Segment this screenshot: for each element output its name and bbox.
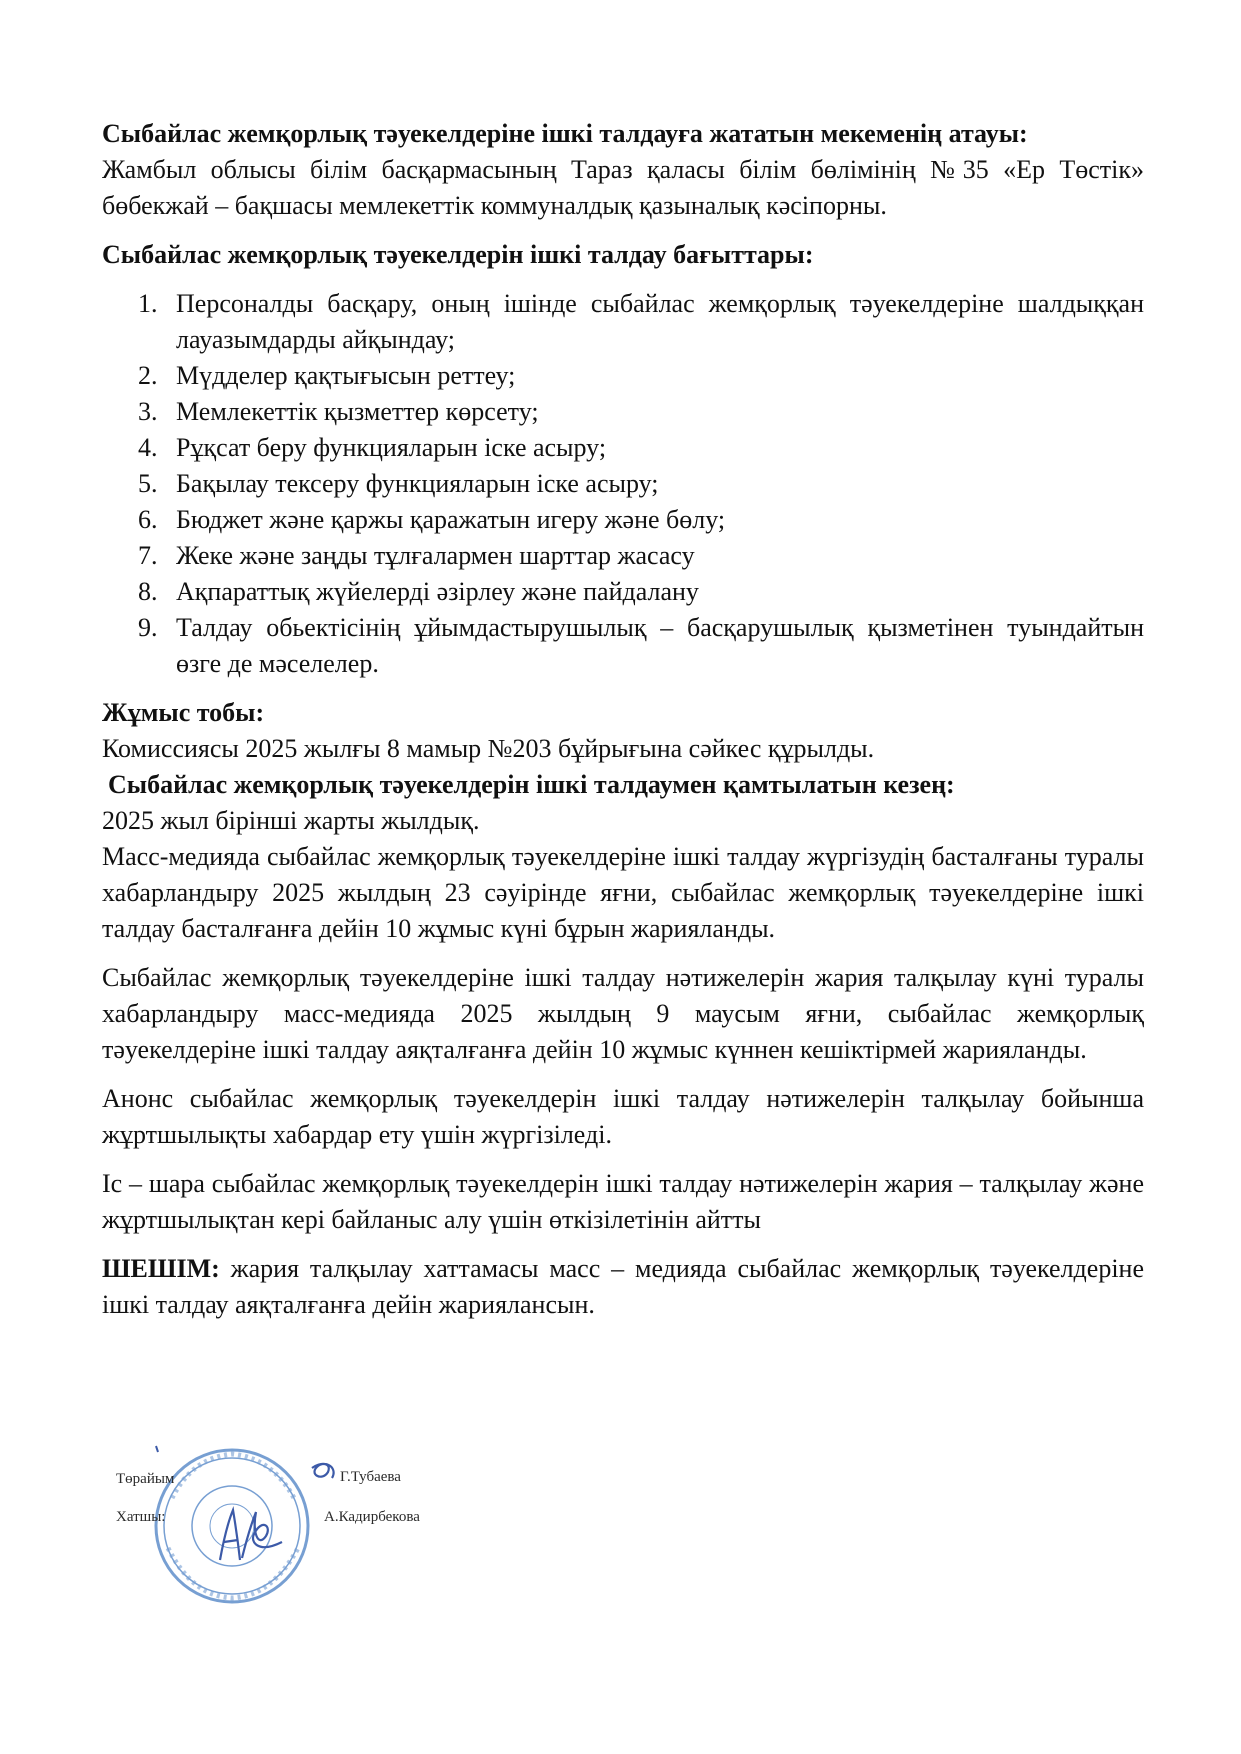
media-paragraph: Масс-медияда сыбайлас жемқорлық тәуекелдеріне ішкі талдау жүргізудің басталғаны туралы хабарландыру 2025 жылдың 23 сәуірінде яғни, сыбайлас жемқорлық тәуекелдеріне ішкі талдау басталғанға дейін 10 жұмыс күні бұрын жарияланды.	[102, 842, 1144, 943]
list-item-number: 4.	[138, 433, 158, 462]
period-text: 2025 жыл бірінші жарты жылдық.	[102, 806, 480, 835]
list-item-text: Ақпараттық жүйелерді әзірлеу және пайдалану	[176, 577, 699, 606]
decision-label: ШЕШІМ:	[102, 1254, 220, 1283]
list-item	[102, 286, 1144, 358]
signature-block	[102, 1432, 512, 1610]
list-item	[102, 574, 1144, 610]
period-heading: Сыбайлас жемқорлық тәуекелдерін ішкі талдаумен қамтылатын кезең:	[108, 770, 955, 799]
results-paragraph: Сыбайлас жемқорлық тәуекелдеріне ішкі талдау нәтижелерін жария талқылау күні туралы хабарландыру масс-медияда 2025 жылдың 9 маусым яғни, сыбайлас жемқорлық тәуекелдеріне ішкі талдау аяқталғанға дейін 10 жұмыс күннен кешіктірмей жарияланды.	[102, 963, 1144, 1064]
list-item-text: Рұқсат беру функцияларын іске асыру;	[176, 433, 607, 462]
document-body	[102, 116, 1144, 1323]
list-item-number: 3.	[138, 397, 158, 426]
list-item-text: Мүдделер қақтығысын реттеу;	[176, 361, 516, 390]
list-item-number: 9.	[138, 613, 158, 642]
secretary-label: Хатшы:	[116, 1509, 166, 1525]
list-item	[102, 358, 1144, 394]
list-item-number: 1.	[138, 289, 158, 318]
list-item-text: Мемлекеттік қызметтер көрсету;	[176, 397, 539, 426]
list-item	[102, 430, 1144, 466]
list-item-number: 7.	[138, 541, 158, 570]
chair-label: Төрайым	[116, 1471, 175, 1487]
list-item	[102, 502, 1144, 538]
chair-name: Г.Тубаева	[340, 1469, 401, 1485]
list-item-number: 5.	[138, 469, 158, 498]
list-item	[102, 538, 1144, 574]
org-name: Жамбыл облысы білім басқармасының Тараз қаласы білім бөлімінің №35 «Ер Төстік» бөбекжай – бақшасы мемлекеттік коммуналдық қазыналық кәсіпорны.	[102, 155, 1144, 220]
announce-paragraph: Анонс сыбайлас жемқорлық тәуекелдерін ішкі талдау нәтижелерін талқылау бойынша жұртшылықты хабардар ету үшін жүргізіледі.	[102, 1084, 1144, 1149]
secretary-name: А.Кадирбекова	[324, 1509, 420, 1525]
list-item-text: Талдау обьектісінің ұйымдастырушылық – басқарушылық қызметінен туындайтын өзге де мәселелер.	[176, 613, 1144, 678]
list-item-number: 8.	[138, 577, 158, 606]
list-item	[102, 610, 1144, 682]
list-item-number: 6.	[138, 505, 158, 534]
workgroup-heading: Жұмыс тобы:	[102, 698, 265, 727]
list-item-number: 2.	[138, 361, 158, 390]
list-item	[102, 466, 1144, 502]
list-item-text: Персоналды басқару, оның ішінде сыбайлас жемқорлық тәуекелдеріне шалдыққан лауазымдарды айқындау;	[176, 289, 1144, 354]
event-paragraph: Іс – шара сыбайлас жемқорлық тәуекелдерін ішкі талдау нәтижелерін жария – талқылау және жұртшылықтан кері байланыс алу үшін өткізілетінін айтты	[102, 1169, 1144, 1234]
list-item-text: Бюджет және қаржы қаражатын игеру және бөлу;	[176, 505, 726, 534]
workgroup-text: Комиссиясы 2025 жылғы 8 мамыр №203 бұйрығына сәйкес құрылды.	[102, 734, 875, 763]
list-item	[102, 394, 1144, 430]
list-item-text: Бақылау тексеру функцияларын іске асыру;	[176, 469, 659, 498]
list-item-text: Жеке және заңды тұлғалармен шарттар жасасу	[176, 541, 695, 570]
decision-paragraph	[102, 1251, 1144, 1323]
decision-text: жария талқылау хаттамасы масс – медияда сыбайлас жемқорлық тәуекелдеріне ішкі талдау аяқталғанға дейін жариялансын.	[102, 1254, 1144, 1319]
org-heading: Сыбайлас жемқорлық тәуекелдеріне ішкі талдауға жататын мекеменің атауы:	[102, 119, 1028, 148]
directions-list	[102, 286, 1144, 682]
directions-heading: Сыбайлас жемқорлық тәуекелдерін ішкі талдау бағыттары:	[102, 240, 814, 269]
